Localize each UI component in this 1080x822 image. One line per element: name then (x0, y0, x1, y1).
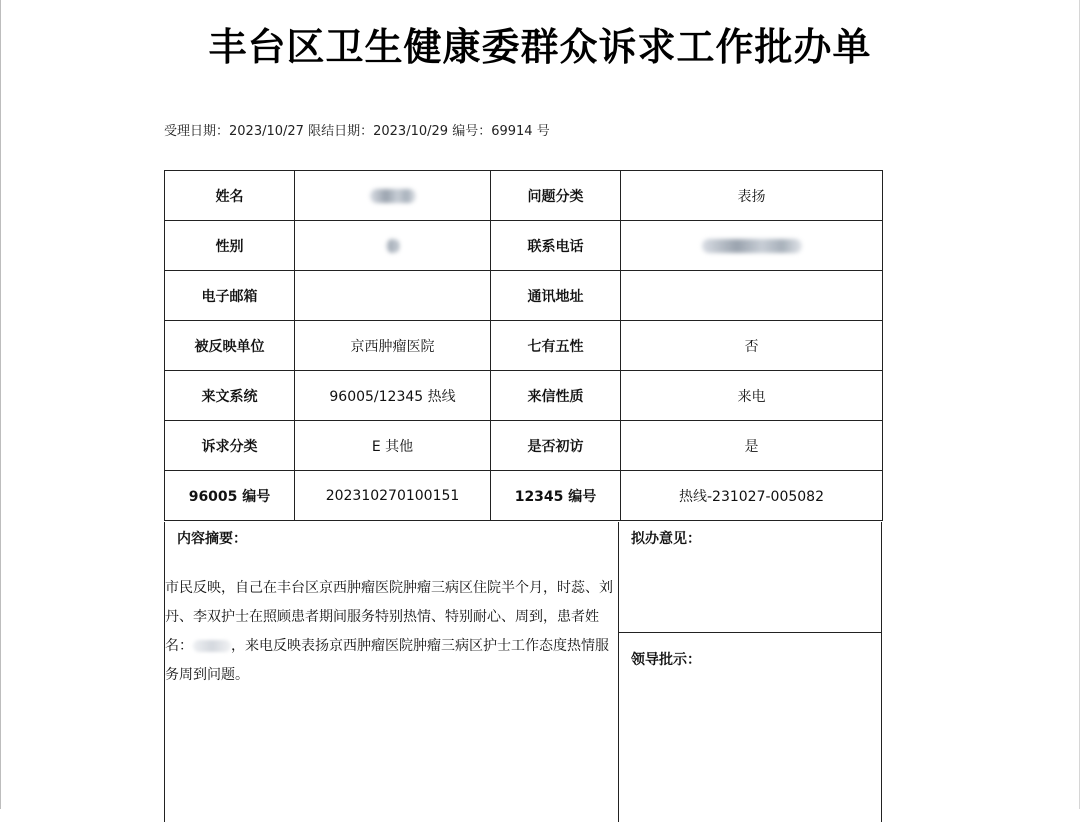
first-visit-value: 是 (621, 421, 883, 471)
address-label: 通讯地址 (491, 271, 621, 321)
appeal-category-label: 诉求分类 (165, 421, 295, 471)
leader-label: 领导批示： (631, 652, 701, 668)
form-number: 69914 (491, 124, 533, 139)
opinion-divider (619, 632, 881, 633)
deadline-date-label: 限结日期： (308, 124, 374, 139)
address-value (621, 271, 883, 321)
table-row (165, 221, 883, 271)
redacted-patient-name (193, 640, 231, 652)
redacted-phone (702, 239, 802, 253)
name-value (295, 171, 491, 221)
table-row (165, 271, 883, 321)
summary-label: 内容摘要： (177, 531, 247, 547)
category-value: 表扬 (621, 171, 883, 221)
email-label: 电子邮箱 (165, 271, 295, 321)
no12345-label: 12345 编号 (491, 471, 621, 521)
phone-value (621, 221, 883, 271)
redacted-gender (386, 239, 400, 253)
meta-line (164, 120, 550, 139)
name-label: 姓名 (165, 171, 295, 221)
appeal-category-value: E 其他 (295, 421, 491, 471)
gender-label: 性别 (165, 221, 295, 271)
table-row (165, 321, 883, 371)
no12345-value: 热线-231027-005082 (621, 471, 883, 521)
letter-nature-label: 来信性质 (491, 371, 621, 421)
opinion-column (619, 522, 882, 822)
target-unit-label: 被反映单位 (165, 321, 295, 371)
no96005-value: 202310270100151 (295, 471, 491, 521)
first-visit-label: 是否初访 (491, 421, 621, 471)
summary-text-part1: 市民反映，自己在丰台区京西肿瘤医院肿瘤三病区住院半个月，时蕊、刘丹、李双护士在照顾患者期间服务特别热情、特别耐心、周到，患者姓名： (165, 580, 613, 654)
letter-nature-value: 来电 (621, 371, 883, 421)
page-left-edge (0, 0, 1, 809)
no96005-label: 96005 编号 (165, 471, 295, 521)
gender-value (295, 221, 491, 271)
redacted-name (370, 189, 416, 203)
deadline-date: 2023/10/29 (373, 124, 449, 139)
category-label: 问题分类 (491, 171, 621, 221)
accept-date-label: 受理日期： (164, 124, 230, 139)
phone-label: 联系电话 (491, 221, 621, 271)
accept-date: 2023/10/27 (229, 124, 304, 139)
summary-section (164, 522, 619, 822)
number-suffix: 号 (536, 124, 550, 139)
summary-text-part2: ，来电反映表扬京西肿瘤医院肿瘤三病区护士工作态度热情服务周到问题。 (165, 638, 609, 683)
source-system-value: 96005/12345 热线 (295, 371, 491, 421)
table-row (165, 171, 883, 221)
seven-five-label: 七有五性 (491, 321, 621, 371)
table-row (165, 471, 883, 521)
document-title: 丰台区卫生健康委群众诉求工作批办单 (208, 25, 872, 69)
table-row (165, 371, 883, 421)
email-value (295, 271, 491, 321)
target-unit-value: 京西肿瘤医院 (295, 321, 491, 371)
form-table (164, 170, 883, 521)
summary-text (165, 574, 617, 690)
number-label: 编号： (452, 124, 492, 139)
opinion-label: 拟办意见： (631, 531, 701, 547)
source-system-label: 来文系统 (165, 371, 295, 421)
seven-five-value: 否 (621, 321, 883, 371)
table-row (165, 421, 883, 471)
